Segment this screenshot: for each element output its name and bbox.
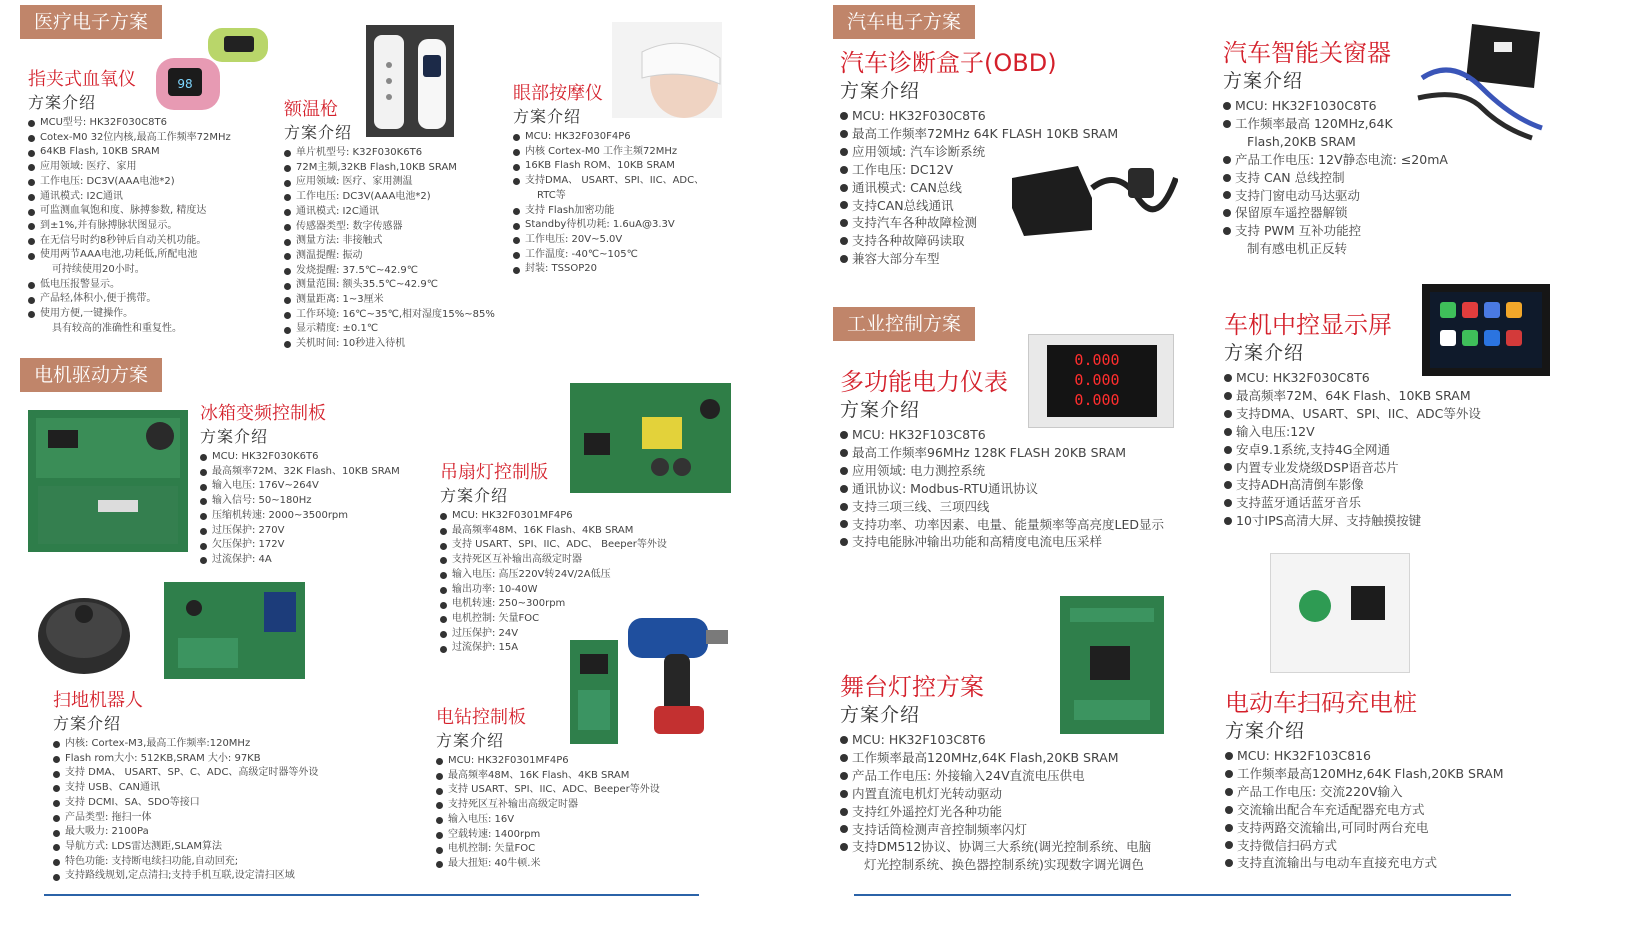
spec-item: 工作频率最高 120MHz,64K	[1223, 115, 1448, 133]
product-title: 电钻控制板	[436, 707, 526, 728]
product-title: 额温枪	[284, 99, 338, 120]
product-intro-label: 方案介绍	[200, 427, 269, 446]
spec-item: 支持门窗电动马达驱动	[1223, 187, 1448, 205]
spec-item: RTC等	[537, 189, 566, 201]
spec-item: 支持红外遥控灯光各种功能	[840, 803, 1151, 821]
product-eye-massager	[513, 82, 704, 277]
spec-item: 支持 PWM 互补功能控	[1223, 222, 1448, 240]
spec-item: 工作电压: 20V~5.0V	[513, 233, 704, 248]
robot-board-image	[164, 582, 305, 679]
product-obd	[840, 48, 1118, 268]
spec-item: 输入电压: 16V	[436, 813, 660, 828]
spec-item: 输入电压: 高压220V转24V/2A低压	[440, 568, 667, 583]
spec-item: 支持DM512协议、协调三大系统(调光控制系统、电脑	[840, 838, 1151, 856]
spec-item: 通讯模式: I2C通讯	[28, 190, 231, 205]
spec-item: 支持 Flash加密功能	[513, 204, 704, 219]
section-tag-auto: 汽车电子方案	[833, 5, 975, 39]
spec-item: 最高频率72M、64K Flash、10KB SRAM	[1224, 387, 1481, 405]
spec-item: 最高频率48M、16K Flash、4KB SRAM	[440, 524, 667, 539]
spec-item: 特色功能: 支持断电续扫功能,自动回充;	[53, 855, 318, 870]
spec-item: 显示精度: ±0.1℃	[284, 322, 495, 337]
spec-item: 使用两节AAA电池,功耗低,所配电池	[28, 248, 231, 263]
spec-item: 测量距离: 1~3厘米	[284, 293, 495, 308]
spec-list	[1225, 747, 1504, 872]
spec-item: 单片机型号: K32F030K6T6	[284, 146, 495, 161]
spec-item: 64KB Flash, 10KB SRAM	[28, 145, 231, 160]
product-title: 电动车扫码充电桩	[1225, 689, 1417, 717]
spec-item: 工作环境: 16℃~35℃,相对湿度15%~85%	[284, 308, 495, 323]
spec-item: 支持汽车各种故障检测	[840, 214, 1118, 232]
spec-item: MCU: HK32F103C816	[1225, 747, 1504, 765]
spec-item: 最高工作频率72MHz 64K FLASH 10KB SRAM	[840, 125, 1118, 143]
spec-item: 应用领域: 医疗、家用	[28, 160, 231, 175]
spec-item: MCU: HK32F030C8T6	[840, 107, 1118, 125]
spec-item: 工作温度: -40℃~105℃	[513, 248, 704, 263]
spec-item: MCU: HK32F030K6T6	[200, 450, 400, 465]
meter-readout-2: 0.000	[1074, 371, 1120, 389]
spec-item: 封装: TSSOP20	[513, 262, 704, 277]
spec-item: 72M主频,32KB Flash,10KB SRAM	[284, 161, 495, 176]
spec-item: 工作频率最高120MHz,64K Flash,20KB SRAM	[1225, 765, 1504, 783]
spec-item: MCU: HK32F030C8T6	[1224, 369, 1481, 387]
spec-item: 支持死区互补输出高级定时器	[436, 798, 660, 813]
spec-item: Flash rom大小: 512KB,SRAM 大小: 97KB	[53, 752, 318, 767]
spec-item: 内置直流电机灯光转动驱动	[840, 785, 1151, 803]
spec-item: 输入电压:12V	[1224, 423, 1481, 441]
spec-item: MCU: HK32F030F4P6	[513, 130, 704, 145]
oximeter-display-value: 98	[177, 77, 193, 91]
spec-item: Flash,20KB SRAM	[1247, 133, 1356, 149]
spec-item: MCU: HK32F103C8T6	[840, 426, 1164, 444]
spec-item: 安卓9.1系统,支持4G全网通	[1224, 441, 1481, 459]
spec-item: MCU型号: HK32F030C8T6	[28, 116, 231, 131]
spec-item: 支持DMA、 USART、SPI、IIC、ADC、	[513, 174, 704, 189]
spec-list	[840, 107, 1118, 268]
product-intro-label: 方案介绍	[440, 486, 509, 505]
spec-item: MCU: HK32F103C8T6	[840, 731, 1151, 749]
product-intro-label: 方案介绍	[840, 704, 921, 726]
product-title: 舞台灯控方案	[840, 673, 984, 701]
product-title: 车机中控显示屏	[1224, 311, 1392, 339]
spec-item: 内核 Cortex-M0 工作主频72MHz	[513, 145, 704, 160]
spec-item: 保留原车遥控器解锁	[1223, 204, 1448, 222]
spec-item: 传感器类型: 数字传感器	[284, 220, 495, 235]
spec-item: 产品类型: 拖扫一体	[53, 811, 318, 826]
spec-item: 支持各种故障码读取	[840, 232, 1118, 250]
product-title: 吊扇灯控制版	[440, 462, 548, 483]
spec-item: 过压保护: 270V	[200, 524, 400, 539]
spec-item: 最高频率48M、16K Flash、4KB SRAM	[436, 769, 660, 784]
spec-list	[53, 737, 318, 884]
spec-item: 交流输出配合车充适配器充电方式	[1225, 801, 1504, 819]
spec-item: 支持直流输出与电动车直接充电方式	[1225, 854, 1504, 872]
spec-item: 输入信号: 50~180Hz	[200, 494, 400, 509]
spec-item: 支持CAN总线通讯	[840, 197, 1118, 215]
spec-list	[840, 731, 1151, 874]
spec-item: 产品轻,体积小,便于携带。	[28, 292, 231, 307]
product-intro-label: 方案介绍	[284, 123, 353, 142]
spec-item: 支持 USART、SPI、IIC、ADC、 Beeper等外设	[440, 538, 667, 553]
spec-item: 可持续使用20小时。	[52, 264, 145, 276]
spec-item: 可监测血氧饱和度、脉搏参数, 精度达	[28, 204, 231, 219]
product-fan-light	[440, 461, 667, 656]
spec-item: 10寸IPS高清大屏、支持触摸按键	[1224, 512, 1481, 530]
spec-item: 支持电能脉冲输出功能和高精度电流电压采样	[840, 533, 1164, 551]
product-intro-label: 方案介绍	[840, 80, 921, 102]
product-fridge	[200, 402, 400, 568]
spec-item: Cotex-M0 32位内核,最高工作频率72MHz	[28, 131, 231, 146]
spec-item: 支持话筒检测声音控制频率闪灯	[840, 821, 1151, 839]
product-thermometer	[284, 98, 495, 352]
product-drill	[436, 706, 660, 872]
spec-item: 灯光控制系统、换色器控制系统)实现数字调光调色	[864, 857, 1144, 873]
spec-item: 工作电压: DC12V	[840, 161, 1118, 179]
spec-item: 内置专业发烧级DSP语音芯片	[1224, 459, 1481, 477]
oximeter-green-image	[206, 22, 270, 68]
product-intro-label: 方案介绍	[1225, 720, 1306, 742]
spec-item: 支持 CAN 总线控制	[1223, 169, 1448, 187]
section-tag-motor: 电机驱动方案	[20, 358, 162, 392]
fridge-board-image	[28, 410, 188, 552]
spec-item: 过流保护: 15A	[440, 641, 667, 656]
product-intro-label: 方案介绍	[53, 714, 122, 733]
spec-item: 使用方便,一键操作。	[28, 307, 231, 322]
section-tag-industrial: 工业控制方案	[833, 307, 975, 341]
spec-list	[28, 116, 231, 337]
meter-readout-3: 0.000	[1074, 391, 1120, 409]
spec-item: 支持蓝牙通话蓝牙音乐	[1224, 494, 1481, 512]
robot-vacuum-image	[34, 588, 134, 678]
spec-item: 电机控制: 矢量FOC	[436, 842, 660, 857]
product-power-meter	[840, 367, 1164, 551]
spec-item: 兼容大部分车型	[840, 250, 1118, 268]
spec-item: 通讯模式: I2C通讯	[284, 205, 495, 220]
spec-item: 工作电压: DC3V(AAA电池*2)	[28, 175, 231, 190]
product-intro-label: 方案介绍	[840, 399, 921, 421]
spec-item: 产品工作电压: 交流220V输入	[1225, 783, 1504, 801]
spec-item: 具有较高的准确性和重复性。	[52, 322, 182, 334]
spec-item: 空载转速: 1400rpm	[436, 828, 660, 843]
product-window-closer	[1223, 38, 1448, 258]
spec-item: 支持DMA、USART、SPI、IIC、ADC等外设	[1224, 405, 1481, 423]
spec-item: 发烧提醒: 37.5℃~42.9℃	[284, 264, 495, 279]
spec-item: MCU: HK32F0301MF4P6	[440, 509, 667, 524]
spec-item: 应用领域: 汽车诊断系统	[840, 143, 1118, 161]
spec-item: 测量范围: 额头35.5℃~42.9℃	[284, 278, 495, 293]
spec-list	[1224, 369, 1481, 530]
spec-item: 产品工作电压: 12V静态电流: ≤20mA	[1223, 151, 1448, 169]
spec-item: 压缩机转速: 2000~3500rpm	[200, 509, 400, 524]
spec-item: MCU: HK32F1030C8T6	[1223, 97, 1448, 115]
product-title: 多功能电力仪表	[840, 368, 1008, 396]
spec-item: 过压保护: 24V	[440, 627, 667, 642]
spec-item: MCU: HK32F0301MF4P6	[436, 754, 660, 769]
spec-list	[284, 146, 495, 352]
spec-list	[513, 130, 704, 277]
product-intro-label: 方案介绍	[1223, 70, 1304, 92]
spec-list	[840, 426, 1164, 551]
charger-image	[1270, 553, 1410, 673]
spec-item: Standby待机功耗: 1.6uA@3.3V	[513, 218, 704, 233]
product-robot	[53, 689, 318, 884]
spec-item: 导航方式: LDS雷达测距,SLAM算法	[53, 840, 318, 855]
spec-item: 产品工作电压: 外接输入24V直流电压供电	[840, 767, 1151, 785]
bottom-divider-left	[44, 894, 699, 896]
product-intro-label: 方案介绍	[28, 93, 97, 112]
product-charger	[1225, 688, 1504, 872]
product-title: 指夹式血氧仪	[28, 69, 136, 90]
spec-item: 最高频率72M、32K Flash、10KB SRAM	[200, 465, 400, 480]
spec-item: 支持三项三线、三项四线	[840, 498, 1164, 516]
product-head-unit	[1224, 310, 1481, 530]
product-intro-label: 方案介绍	[513, 107, 582, 126]
product-oximeter	[28, 68, 231, 337]
product-title: 汽车智能关窗器	[1223, 39, 1391, 67]
spec-item: 关机时间: 10秒进入待机	[284, 337, 495, 352]
spec-item: 通讯协议: Modbus-RTU通讯协议	[840, 480, 1164, 498]
spec-item: 支持功率、功率因素、电量、能量频率等高亮度LED显示	[840, 516, 1164, 534]
spec-item: 低电压报警显示。	[28, 278, 231, 293]
meter-readout-1: 0.000	[1074, 351, 1120, 369]
spec-item: 内核: Cortex-M3,最高工作频率:120MHz	[53, 737, 318, 752]
spec-item: 输入电压: 176V~264V	[200, 479, 400, 494]
spec-item: 工作频率最高120MHz,64K Flash,20KB SRAM	[840, 749, 1151, 767]
spec-item: 欠压保护: 172V	[200, 538, 400, 553]
spec-item: 应用领域: 医疗、家用测温	[284, 175, 495, 190]
spec-list	[200, 450, 400, 568]
product-stage-light	[840, 672, 1151, 874]
spec-item: 支持 DMA、 USART、SP、C、ADC、高级定时器等外设	[53, 766, 318, 781]
product-title: 汽车诊断盒子(OBD)	[840, 49, 1057, 77]
spec-list	[436, 754, 660, 872]
spec-item: 在无信号时约8秒钟后自动关机功能。	[28, 234, 231, 249]
product-title: 扫地机器人	[53, 690, 143, 711]
product-intro-label: 方案介绍	[1224, 342, 1305, 364]
spec-item: 电机控制: 矢量FOC	[440, 612, 667, 627]
spec-item: 支持死区互补输出高级定时器	[440, 553, 667, 568]
spec-item: 16KB Flash ROM、10KB SRAM	[513, 159, 704, 174]
spec-item: 输出功率: 10-40W	[440, 583, 667, 598]
spec-item: 支持两路交流输出,可同时两台充电	[1225, 819, 1504, 837]
spec-item: 制有感电机正反转	[1247, 241, 1348, 257]
spec-item: 测温提醒: 振动	[284, 249, 495, 264]
spec-item: 支持 DCMI、SA、SDO等接口	[53, 796, 318, 811]
spec-item: 通讯模式: CAN总线	[840, 179, 1118, 197]
spec-item: 电机转速: 250~300rpm	[440, 597, 667, 612]
bottom-divider-right	[854, 894, 1511, 896]
spec-item: 应用领域: 电力测控系统	[840, 462, 1164, 480]
spec-item: 最高工作频率96MHz 128K FLASH 20KB SRAM	[840, 444, 1164, 462]
spec-item: 支持微信扫码方式	[1225, 837, 1504, 855]
spec-item: 支持 USART、SPI、IIC、ADC、Beeper等外设	[436, 783, 660, 798]
spec-item: 测量方法: 非接触式	[284, 234, 495, 249]
spec-item: 支持路线规划,定点清扫;支持手机互联,设定清扫区域	[53, 869, 318, 884]
spec-item: 最大吸力: 2100Pa	[53, 825, 318, 840]
spec-item: 支持 USB、CAN通讯	[53, 781, 318, 796]
spec-item: 最大扭矩: 40牛顿.米	[436, 857, 660, 872]
spec-item: 支持ADH高清倒车影像	[1224, 476, 1481, 494]
section-tag-medical: 医疗电子方案	[20, 5, 162, 39]
spec-list	[1223, 97, 1448, 258]
product-title: 眼部按摩仪	[513, 83, 603, 104]
spec-item: 过流保护: 4A	[200, 553, 400, 568]
product-intro-label: 方案介绍	[436, 731, 505, 750]
spec-item: 到±1%,并有脉搏脉状图显示。	[28, 219, 231, 234]
spec-item: 工作电压: DC3V(AAA电池*2)	[284, 190, 495, 205]
product-title: 冰箱变频控制板	[200, 403, 326, 424]
spec-list	[440, 509, 667, 656]
